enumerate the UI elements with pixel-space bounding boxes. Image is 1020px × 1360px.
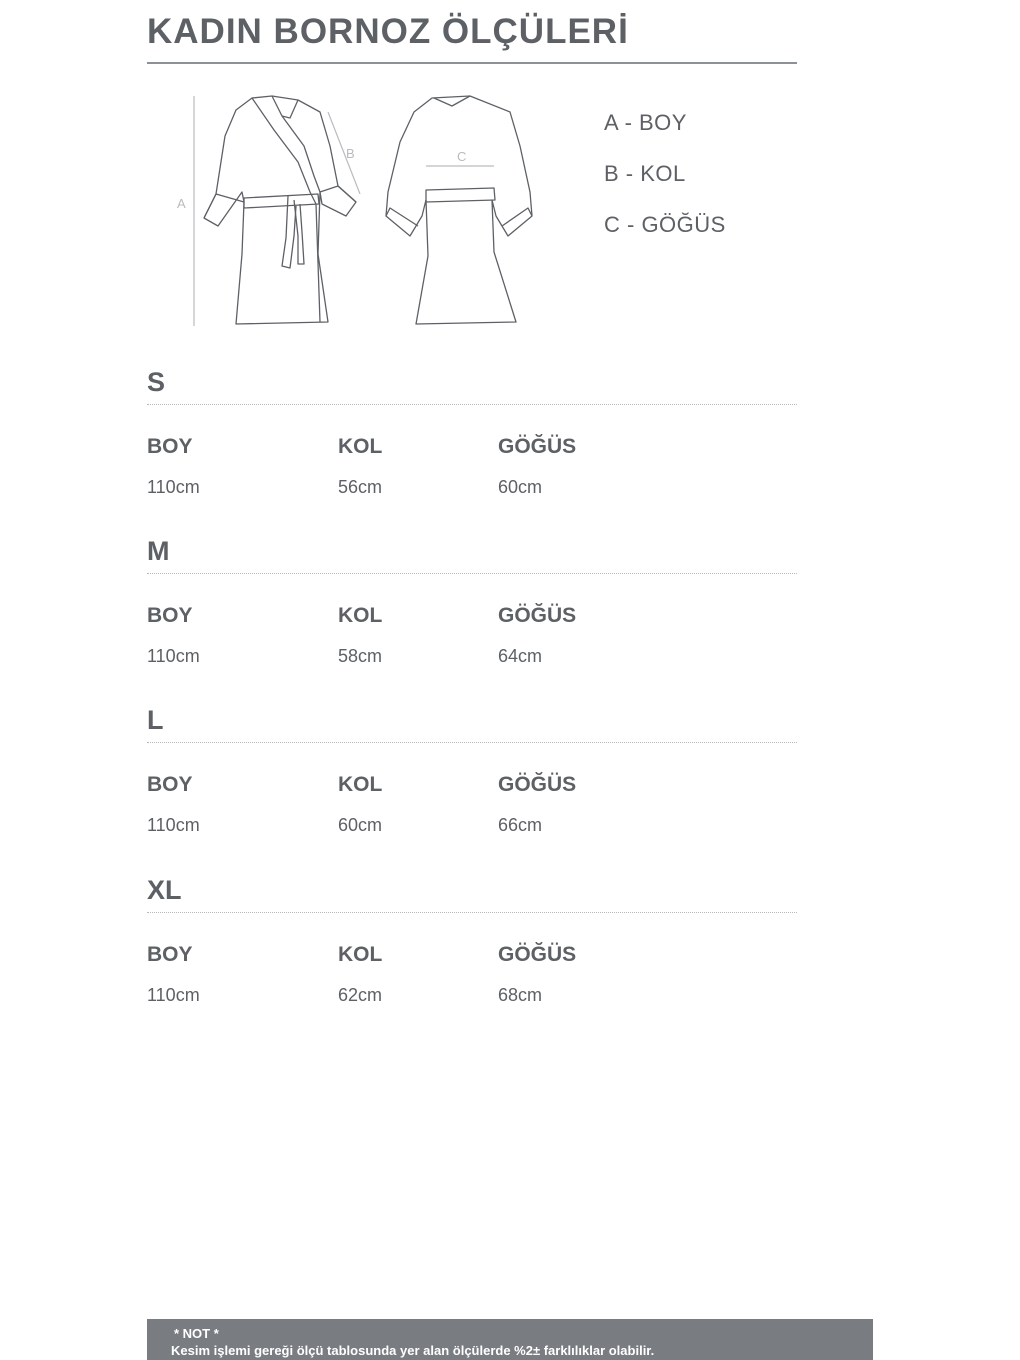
gogus-label: GÖĞÜS <box>498 773 577 796</box>
size-divider <box>147 912 797 913</box>
size-divider <box>147 742 797 743</box>
size-heading: S <box>147 367 166 397</box>
boy-label: BOY <box>147 604 193 627</box>
size-section-m <box>147 535 797 685</box>
label-c: C <box>457 149 467 164</box>
kol-label: KOL <box>338 773 383 796</box>
gogus-value: 68cm <box>498 985 543 1005</box>
kol-column <box>338 772 382 836</box>
legend-item-boy: A - BOY <box>604 110 687 135</box>
note-text: Kesim işlemi gereği ölçü tablosunda yer alan ölçülerde %2± farklılıklar olabilir. <box>171 1343 655 1358</box>
gogus-column <box>498 942 576 1006</box>
gogus-label: GÖĞÜS <box>498 943 577 966</box>
kol-column <box>338 942 382 1006</box>
size-section-l <box>147 704 797 854</box>
kol-value: 58cm <box>338 646 383 666</box>
boy-label: BOY <box>147 773 193 796</box>
title-divider <box>147 62 797 64</box>
boy-column <box>147 434 200 498</box>
boy-label: BOY <box>147 435 193 458</box>
page-title: KADIN BORNOZ ÖLÇÜLERİ <box>147 12 629 51</box>
gogus-value: 66cm <box>498 815 543 835</box>
kol-value: 62cm <box>338 985 383 1005</box>
measurement-legend <box>604 108 726 261</box>
size-section-xl <box>147 874 797 1024</box>
kol-value: 60cm <box>338 815 383 835</box>
boy-label: BOY <box>147 943 193 966</box>
boy-value: 110cm <box>147 815 200 835</box>
robe-front-figure <box>204 96 356 324</box>
size-heading: L <box>147 705 164 735</box>
kol-column <box>338 603 382 667</box>
gogus-label: GÖĞÜS <box>498 435 577 458</box>
note-heading: * NOT * <box>174 1326 219 1341</box>
label-a: A <box>177 196 186 211</box>
gogus-value: 60cm <box>498 477 543 497</box>
note-banner <box>147 1319 873 1360</box>
boy-value: 110cm <box>147 477 200 497</box>
gogus-value: 64cm <box>498 646 543 666</box>
size-heading: M <box>147 536 170 566</box>
gogus-column <box>498 772 576 836</box>
boy-column <box>147 942 200 1006</box>
boy-column <box>147 603 200 667</box>
gogus-column <box>498 603 576 667</box>
size-section-s <box>147 366 797 516</box>
size-heading: XL <box>147 875 182 905</box>
boy-column <box>147 772 200 836</box>
legend-item-kol: B - KOL <box>604 161 686 186</box>
kol-column <box>338 434 382 498</box>
kol-label: KOL <box>338 943 383 966</box>
kol-label: KOL <box>338 435 383 458</box>
size-divider <box>147 404 797 405</box>
size-divider <box>147 573 797 574</box>
label-b: B <box>346 146 355 161</box>
robe-back-figure <box>386 96 532 324</box>
legend-item-gogus: C - GÖĞÜS <box>604 212 726 237</box>
kol-label: KOL <box>338 604 383 627</box>
gogus-column <box>498 434 576 498</box>
boy-value: 110cm <box>147 646 200 666</box>
boy-value: 110cm <box>147 985 200 1005</box>
gogus-label: GÖĞÜS <box>498 604 577 627</box>
kol-value: 56cm <box>338 477 383 497</box>
robe-diagram <box>170 86 550 336</box>
